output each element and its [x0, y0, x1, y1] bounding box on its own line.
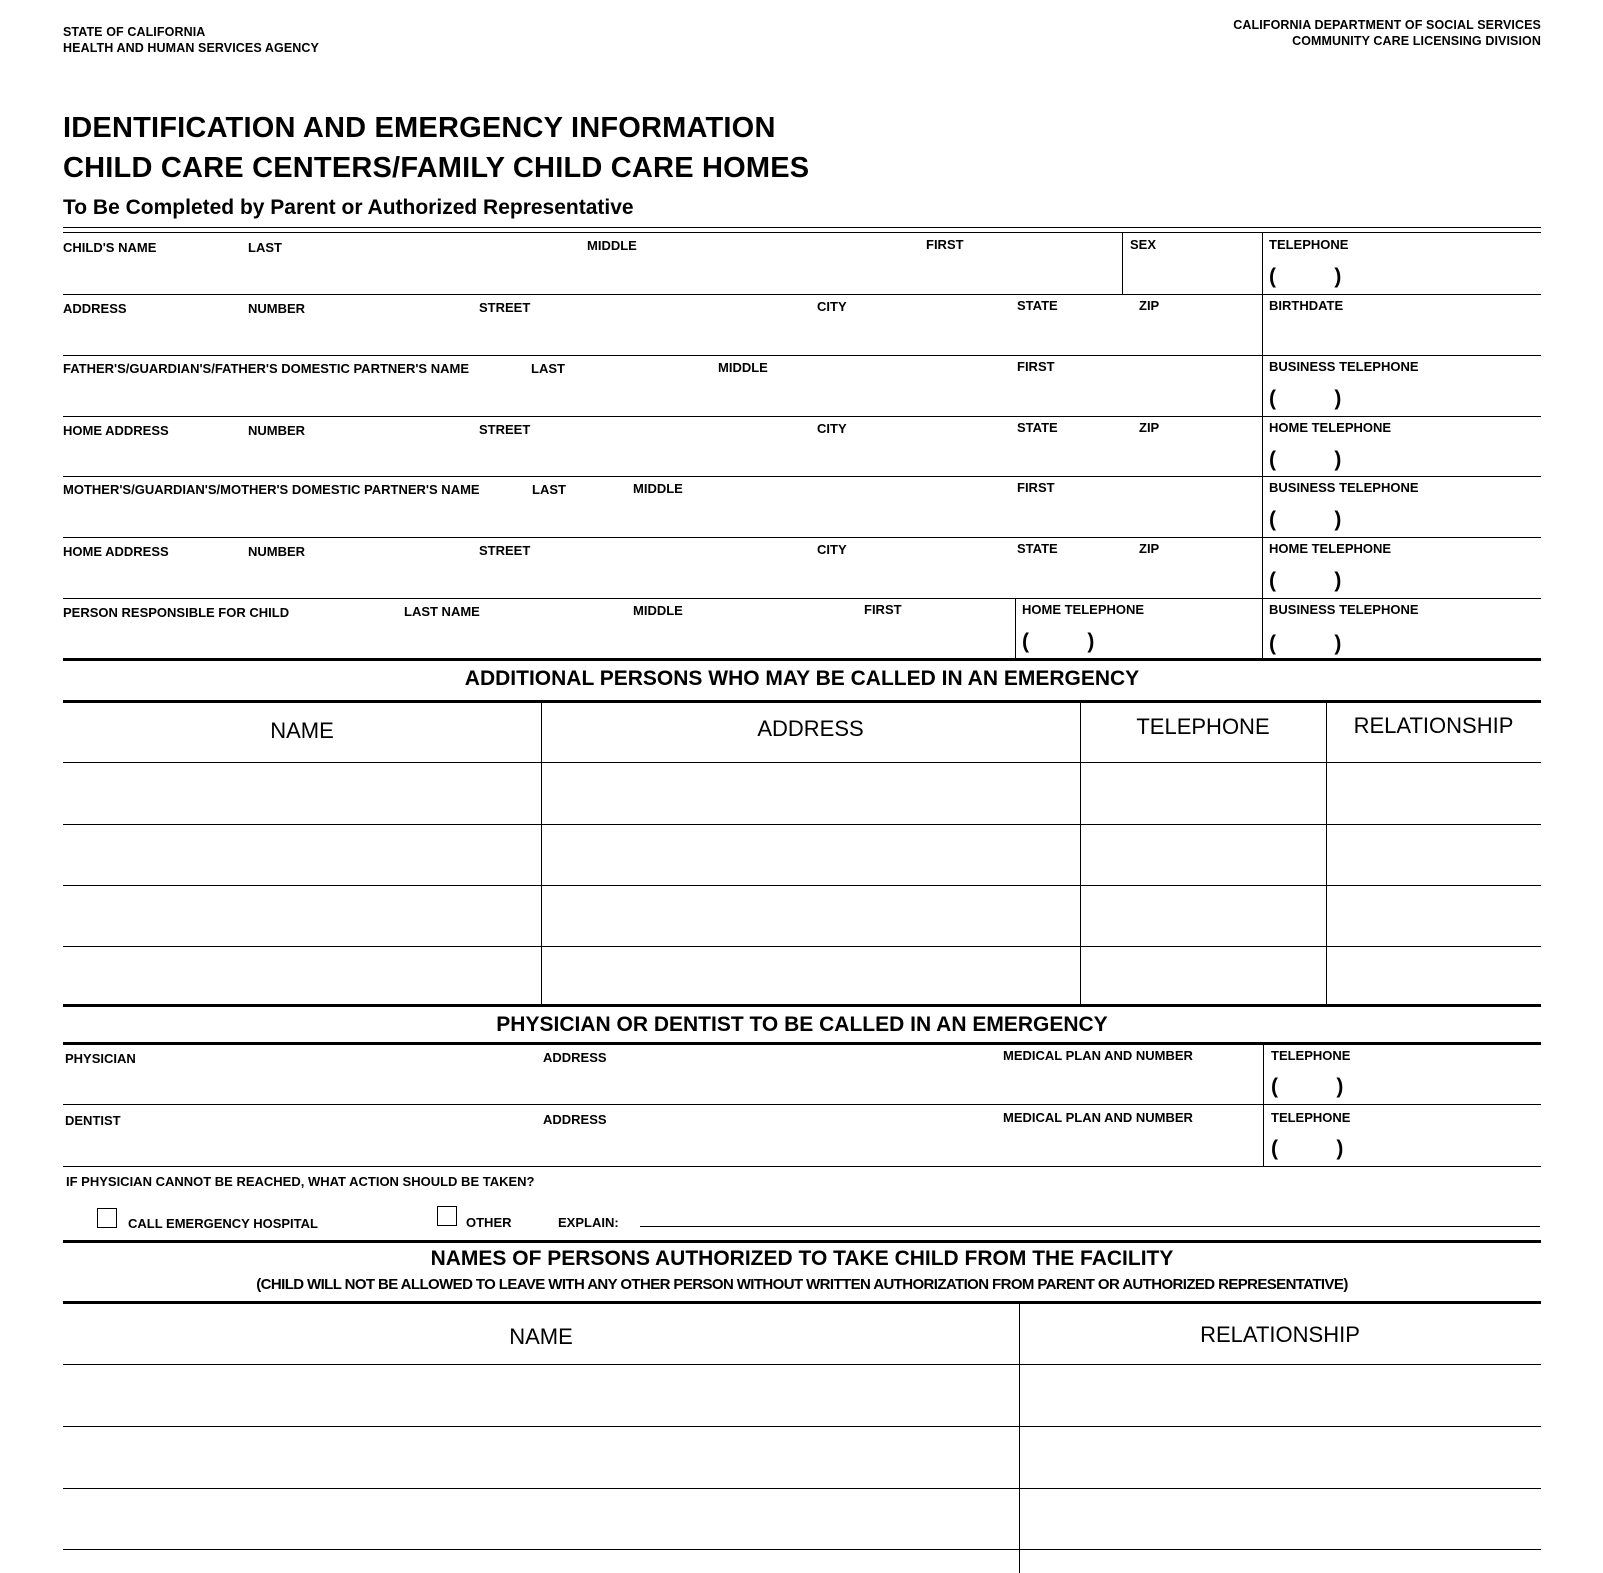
father-last-label: LAST: [531, 361, 565, 376]
dentist-address-label: ADDRESS: [543, 1112, 607, 1127]
mother-home-address-field[interactable]: [63, 558, 1258, 596]
other-action-checkbox[interactable]: [437, 1206, 457, 1226]
father-zip-label: ZIP: [1139, 420, 1160, 435]
table-row[interactable]: [63, 1366, 1541, 1424]
mother-last-label: LAST: [532, 482, 566, 497]
mother-middle-label: MIDDLE: [633, 481, 683, 496]
agency-header: [63, 24, 319, 56]
child-name-field[interactable]: [63, 252, 1118, 292]
rule: [63, 416, 1541, 417]
father-street-label: STREET: [479, 422, 531, 437]
mother-business-telephone-field[interactable]: ( ): [1269, 508, 1342, 531]
child-city-label: CITY: [817, 299, 847, 314]
dentist-telephone-label: TELEPHONE: [1271, 1110, 1351, 1125]
mother-zip-label: ZIP: [1139, 541, 1160, 556]
authorized-name-column-header: NAME: [509, 1324, 573, 1349]
child-address-field[interactable]: [63, 314, 1258, 352]
rule: [63, 232, 1541, 233]
mother-name-label: MOTHER'S/GUARDIAN'S/MOTHER'S DOMESTIC PARTNER'S NAME: [63, 482, 480, 497]
responsible-business-telephone-field[interactable]: ( ): [1269, 632, 1342, 655]
father-state-label: STATE: [1017, 420, 1058, 435]
dentist-medical-plan-label: MEDICAL PLAN AND NUMBER: [1003, 1110, 1193, 1125]
rule: [63, 946, 1541, 947]
mother-name-field[interactable]: [63, 497, 1258, 535]
rule: [63, 1426, 1541, 1427]
father-name-label: FATHER'S/GUARDIAN'S/FATHER'S DOMESTIC PARTNER'S NAME: [63, 361, 469, 376]
rule: [63, 1004, 1541, 1007]
form-title: [63, 108, 809, 188]
dentist-field[interactable]: [63, 1126, 1259, 1164]
rule: [63, 1240, 1541, 1243]
child-birthdate-label: BIRTHDATE: [1269, 298, 1344, 313]
rule: [63, 824, 1541, 825]
title-line-1: IDENTIFICATION AND EMERGENCY INFORMATION: [63, 112, 776, 144]
responsible-home-telephone-field[interactable]: ( ): [1022, 630, 1095, 653]
explain-label: EXPLAIN:: [558, 1215, 619, 1230]
department-header: [1233, 17, 1541, 49]
rule: [63, 1488, 1541, 1489]
mother-state-label: STATE: [1017, 541, 1058, 556]
physician-medical-plan-label: MEDICAL PLAN AND NUMBER: [1003, 1048, 1193, 1063]
divider: [1015, 598, 1016, 660]
mother-business-telephone-label: BUSINESS TELEPHONE: [1269, 480, 1419, 495]
responsible-last-name-label: LAST NAME: [404, 604, 480, 619]
rule: [63, 658, 1541, 661]
child-middle-label: MIDDLE: [587, 238, 637, 253]
father-middle-label: MIDDLE: [718, 360, 768, 375]
responsible-person-label: PERSON RESPONSIBLE FOR CHILD: [63, 605, 290, 620]
agency-label: HEALTH AND HUMAN SERVICES AGENCY: [63, 41, 319, 55]
mother-street-label: STREET: [479, 543, 531, 558]
dentist-telephone-field[interactable]: ( ): [1271, 1137, 1344, 1160]
child-birthdate-field[interactable]: [1266, 314, 1541, 352]
mother-city-label: CITY: [817, 542, 847, 557]
father-name-field[interactable]: [63, 376, 1258, 414]
other-action-label: OTHER: [466, 1215, 512, 1230]
emergency-address-column-header: ADDRESS: [757, 716, 864, 741]
table-row[interactable]: [63, 826, 1541, 884]
child-street-label: STREET: [479, 300, 531, 315]
mother-home-telephone-label: HOME TELEPHONE: [1269, 541, 1392, 556]
physician-telephone-field[interactable]: ( ): [1271, 1075, 1344, 1098]
mother-home-telephone-field[interactable]: ( ): [1269, 569, 1342, 592]
father-business-telephone-label: BUSINESS TELEPHONE: [1269, 359, 1419, 374]
authorized-relationship-column-header: RELATIONSHIP: [1200, 1322, 1360, 1347]
dentist-label: DENTIST: [65, 1113, 121, 1128]
responsible-business-telephone-label: BUSINESS TELEPHONE: [1269, 602, 1419, 617]
father-home-telephone-label: HOME TELEPHONE: [1269, 420, 1392, 435]
child-sex-label: SEX: [1130, 237, 1157, 252]
rule: [63, 476, 1541, 477]
divider: [1263, 1044, 1264, 1166]
department-label: CALIFORNIA DEPARTMENT OF SOCIAL SERVICES: [1233, 18, 1541, 32]
rule: [63, 1166, 1541, 1167]
responsible-first-label: FIRST: [864, 602, 902, 617]
authorized-persons-heading: NAMES OF PERSONS AUTHORIZED TO TAKE CHILD FROM THE FACILITY: [430, 1247, 1174, 1270]
father-home-address-field[interactable]: [63, 437, 1258, 475]
responsible-name-field[interactable]: [63, 619, 1011, 657]
father-home-address-label: HOME ADDRESS: [63, 423, 169, 438]
rule: [63, 1364, 1541, 1365]
rule: [63, 598, 1541, 599]
father-number-label: NUMBER: [248, 423, 306, 438]
physician-unreachable-question: IF PHYSICIAN CANNOT BE REACHED, WHAT ACTION SHOULD BE TAKEN?: [66, 1174, 535, 1189]
rule: [63, 762, 1541, 763]
physician-dentist-heading: PHYSICIAN OR DENTIST TO BE CALLED IN AN EMERGENCY: [496, 1013, 1108, 1036]
child-telephone-label: TELEPHONE: [1269, 237, 1349, 252]
emergency-name-column-header: NAME: [270, 718, 334, 743]
rule: [63, 1549, 1541, 1550]
father-first-label: FIRST: [1017, 359, 1055, 374]
childs-name-label: CHILD'S NAME: [63, 240, 157, 255]
child-last-label: LAST: [248, 240, 282, 255]
divider: [1262, 232, 1263, 660]
call-emergency-hospital-label: CALL EMERGENCY HOSPITAL: [128, 1216, 318, 1231]
rule: [63, 885, 1541, 886]
physician-address-label: ADDRESS: [543, 1050, 607, 1065]
rule: [63, 227, 1541, 228]
rule: [63, 1042, 1541, 1045]
rule: [63, 1301, 1541, 1304]
responsible-home-telephone-label: HOME TELEPHONE: [1022, 602, 1145, 617]
rule: [63, 700, 1541, 703]
physician-telephone-label: TELEPHONE: [1271, 1048, 1351, 1063]
table-row[interactable]: [63, 1490, 1541, 1548]
mother-number-label: NUMBER: [248, 544, 306, 559]
child-zip-label: ZIP: [1139, 298, 1160, 313]
table-row[interactable]: [63, 764, 1541, 822]
state-label: STATE OF CALIFORNIA: [63, 25, 206, 39]
divider: [1122, 232, 1123, 294]
child-sex-field[interactable]: [1126, 252, 1258, 292]
rule: [63, 537, 1541, 538]
title-line-2: CHILD CARE CENTERS/FAMILY CHILD CARE HOMES: [63, 152, 810, 184]
father-business-telephone-field[interactable]: ( ): [1269, 387, 1342, 410]
emergency-relationship-column-header: RELATIONSHIP: [1353, 713, 1514, 738]
father-city-label: CITY: [817, 421, 847, 436]
child-address-label: ADDRESS: [63, 301, 127, 316]
call-emergency-hospital-checkbox[interactable]: [97, 1208, 117, 1228]
table-row[interactable]: [63, 887, 1541, 945]
emergency-telephone-column-header: TELEPHONE: [1136, 714, 1270, 739]
form-subtitle: To Be Completed by Parent or Authorized Representative: [63, 196, 634, 219]
rule: [63, 1104, 1541, 1105]
child-telephone-field[interactable]: ( ): [1269, 265, 1342, 288]
authorized-persons-note: (CHILD WILL NOT BE ALLOWED TO LEAVE WITH ANY OTHER PERSON WITHOUT WRITTEN AUTHORIZATION FROM PARENT OR AUTHORIZED REPRESENTATIVE): [256, 1276, 1348, 1293]
physician-field[interactable]: [63, 1064, 1259, 1102]
responsible-middle-label: MIDDLE: [633, 603, 683, 618]
child-state-label: STATE: [1017, 298, 1058, 313]
child-first-label: FIRST: [926, 237, 964, 252]
division-label: COMMUNITY CARE LICENSING DIVISION: [1292, 34, 1541, 48]
rule: [63, 294, 1541, 295]
father-home-telephone-field[interactable]: ( ): [1269, 448, 1342, 471]
table-row[interactable]: [63, 948, 1541, 1003]
rule: [63, 355, 1541, 356]
table-row[interactable]: [63, 1428, 1541, 1486]
mother-home-address-label: HOME ADDRESS: [63, 544, 169, 559]
explain-field[interactable]: [640, 1226, 1540, 1227]
mother-first-label: FIRST: [1017, 480, 1055, 495]
table-row[interactable]: [63, 1551, 1541, 1571]
physician-label: PHYSICIAN: [65, 1051, 136, 1066]
child-number-label: NUMBER: [248, 301, 306, 316]
emergency-contacts-heading: ADDITIONAL PERSONS WHO MAY BE CALLED IN AN EMERGENCY: [464, 667, 1140, 690]
